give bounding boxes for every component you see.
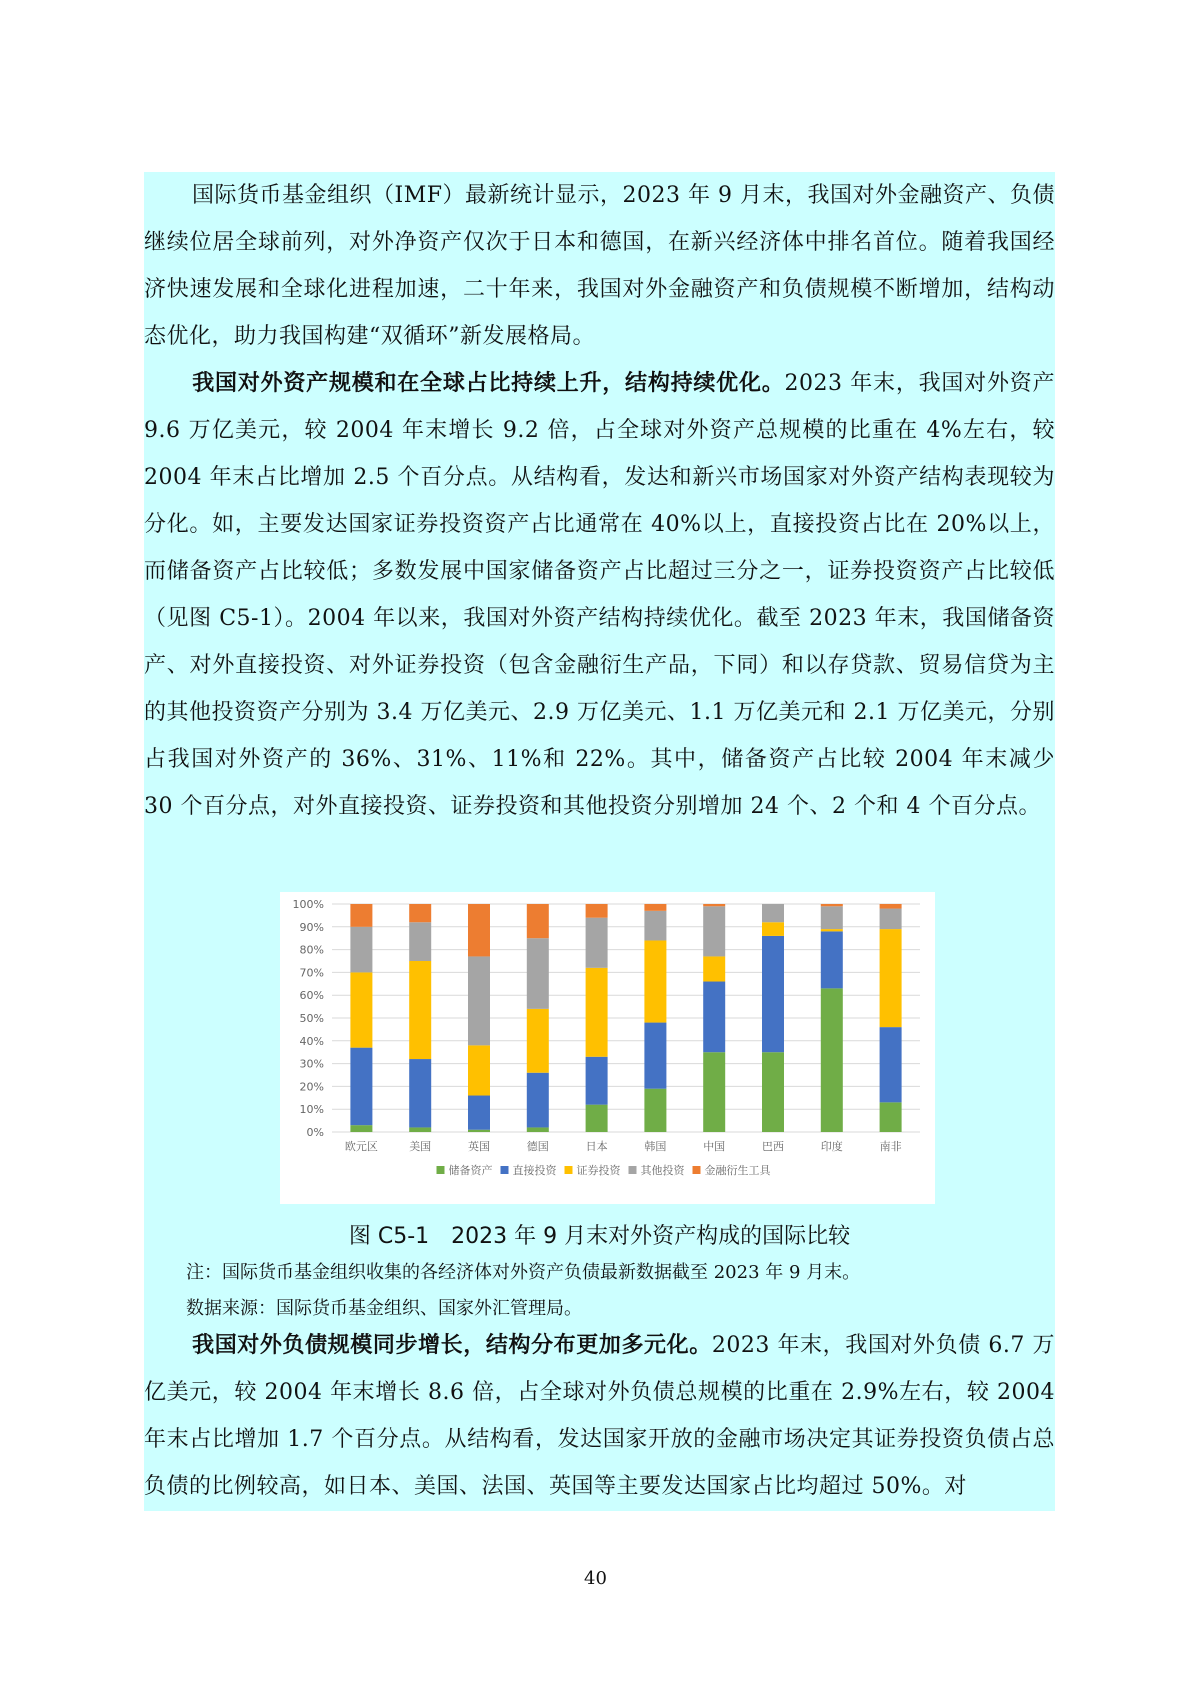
legend-label: 金融衍生工具 [704, 1164, 771, 1177]
x-category-label: 德国 [526, 1140, 549, 1153]
paragraph-assets-heading: 我国对外资产规模和在全球占比持续上升，结构持续优化。 [192, 370, 785, 396]
y-tick-label: 90% [299, 920, 324, 934]
bar-segment [703, 956, 725, 981]
y-tick-label: 30% [299, 1057, 324, 1071]
bar-segment [350, 927, 372, 973]
y-tick-label: 60% [299, 989, 324, 1003]
y-tick-label: 20% [299, 1080, 324, 1094]
y-tick-label: 40% [299, 1034, 324, 1048]
chart-svg [280, 892, 935, 1204]
bar-segment [468, 1130, 490, 1132]
bar-segment [468, 904, 490, 956]
bar-segment [527, 1073, 549, 1128]
bar-segment [880, 1102, 902, 1132]
bar-segment [468, 1096, 490, 1130]
paragraph-liabilities [144, 1322, 1055, 1510]
bar-segment [350, 1048, 372, 1126]
paragraph-liabilities-text: 2023 年末，我国对外负债 6.7 万亿美元，较 2004 年末增长 8.6 倍，占全球对外负债总规模的比重在 2.9%左右，较 2004 年末占比增加 1.7 个百分点。从结构看，发达国家开放的金融市场决定其证券投资负债占总负债的比例较高，如日本、美国、法国、英国等主要发达国家占比均超过 50%。对 [144, 1333, 1055, 1499]
y-tick-label: 50% [299, 1012, 324, 1025]
legend-swatch [629, 1166, 637, 1174]
paragraph-liabilities-heading: 我国对外负债规模同步增长，结构分布更加多元化。 [192, 1332, 712, 1358]
x-category-label: 印度 [820, 1140, 843, 1153]
bar-segment [409, 1059, 431, 1127]
bar-segment [703, 906, 725, 956]
y-tick-label: 70% [299, 966, 324, 980]
x-category-label: 欧元区 [344, 1140, 378, 1153]
figure-source: 数据来源：国际货币基金组织、国家外汇管理局。 [186, 1298, 582, 1319]
bar-segment [409, 1127, 431, 1132]
bar-segment [703, 1052, 725, 1132]
legend-label: 直接投资 [512, 1164, 557, 1177]
bar-segment [762, 904, 784, 922]
bar-segment [350, 972, 372, 1047]
figure-caption: 图 C5-1 2023 年 9 月末对外资产构成的国际比较 [348, 1224, 851, 1249]
bar-segment [586, 968, 608, 1057]
bar-segment [880, 1027, 902, 1102]
bar-segment [821, 904, 843, 906]
y-tick-label: 0% [306, 1126, 324, 1139]
bar-segment [468, 956, 490, 1045]
bar-segment [586, 918, 608, 968]
paragraph-intro-text: 国际货币基金组织（IMF）最新统计显示，2023 年 9 月末，我国对外金融资产、负债继续位居全球前列，对外净资产仅次于日本和德国，在新兴经济体中排名首位。随着我国经济快速发展和全球化进程加速，二十年来，我国对外金融资产和负债规模不断增加，结构动态优化，助力我国构建“双循环”新发展格局。 [144, 183, 1055, 349]
y-tick-label: 80% [299, 943, 324, 957]
x-category-label: 日本 [585, 1140, 608, 1153]
bar-segment [527, 1009, 549, 1073]
bar-segment [350, 1125, 372, 1132]
legend-swatch [501, 1166, 509, 1174]
stacked-bar-chart [280, 892, 935, 1204]
legend-label: 其他投资 [640, 1164, 685, 1177]
paragraph-intro [144, 172, 1055, 360]
bar-segment [644, 911, 666, 941]
bar-segment [703, 904, 725, 906]
bar-segment [409, 922, 431, 961]
bar-segment [586, 1105, 608, 1132]
bar-segment [350, 904, 372, 927]
paragraph-assets-text: 2023 年末，我国对外资产 9.6 万亿美元，较 2004 年末增长 9.2 倍，占全球对外资产总规模的比重在 4%左右，较 2004 年末占比增加 2.5 个百分点。从结构看，发达和新兴市场国家对外资产结构表现较为分化。如，主要发达国家证券投资资产占比通常在 40%以上，直接投资占比在 20%以上，而储备资产占比较低；多数发展中国家储备资产占比超过三分之一，证券投资资产占比较低（见图 C5-1）。2004 年以来，我国对外资产结构持续优化。截至 2023 年末，我国储备资产、对外直接投资、对外证券投资（包含金融衍生产品，下同）和以存贷款、贸易信贷为主的其他投资资产分别为 3.4 万亿美元、2.9 万亿美元、1.1 万亿美元和 2.1 万亿美元，分别占我国对外资产的 36%、31%、11%和 22%。其中，储备资产占比较 2004 年末减少 30 个百分点，对外直接投资、证券投资和其他投资分别增加 24 个、2 个和 4 个百分点。 [144, 371, 1055, 819]
legend-swatch [437, 1166, 445, 1174]
x-category-label: 美国 [409, 1140, 432, 1153]
bar-segment [586, 1057, 608, 1105]
legend-label: 证券投资 [576, 1164, 621, 1177]
bar-segment [703, 982, 725, 1053]
bar-segment [880, 904, 902, 909]
legend-swatch [565, 1166, 573, 1174]
bar-segment [762, 1052, 784, 1132]
x-category-label: 韩国 [644, 1140, 667, 1153]
legend-label: 储备资产 [448, 1164, 493, 1177]
bar-segment [821, 906, 843, 929]
bar-segment [644, 940, 666, 1022]
bar-segment [644, 1023, 666, 1089]
bar-segment [821, 931, 843, 988]
page-number: 40 [584, 1568, 607, 1589]
x-category-label: 南非 [879, 1140, 902, 1153]
y-tick-label: 10% [299, 1103, 324, 1117]
paragraph-assets [144, 360, 1055, 830]
bar-segment [644, 904, 666, 911]
bar-segment [409, 904, 431, 922]
bar-segment [527, 904, 549, 938]
figure-note: 注：国际货币基金组织收集的各经济体对外资产负债最新数据截至 2023 年 9 月末。 [186, 1262, 861, 1283]
bar-segment [880, 909, 902, 930]
legend-swatch [693, 1166, 701, 1174]
bar-segment [527, 938, 549, 1009]
bar-segment [644, 1089, 666, 1132]
bar-segment [468, 1045, 490, 1095]
bar-segment [762, 922, 784, 936]
x-category-label: 巴西 [762, 1140, 784, 1153]
bar-segment [409, 961, 431, 1059]
bar-segment [527, 1127, 549, 1132]
bar-segment [762, 936, 784, 1052]
bar-segment [880, 929, 902, 1027]
x-category-label: 英国 [468, 1140, 490, 1153]
bar-segment [821, 929, 843, 931]
bar-segment [821, 988, 843, 1132]
bar-segment [586, 904, 608, 918]
x-category-label: 中国 [703, 1140, 726, 1153]
y-tick-label: 100% [292, 898, 324, 911]
